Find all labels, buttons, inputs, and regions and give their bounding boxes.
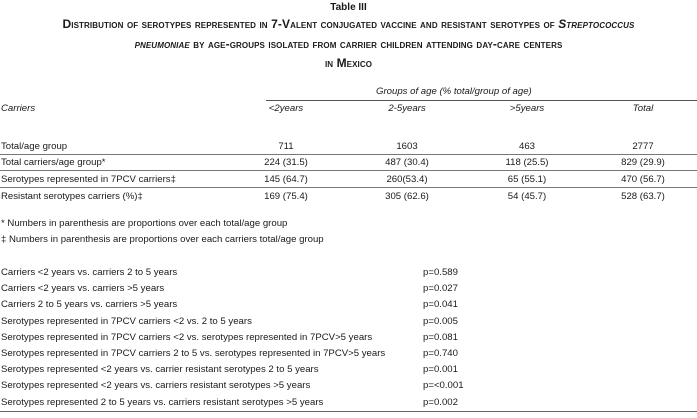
- table-cell: 1603: [396, 141, 418, 152]
- group-header: Groups of age (% total/group of age): [376, 86, 532, 97]
- title-text: Distribution of serotypes represented in 7-Valent conjugated vaccine and resistant serotypes of: [62, 17, 559, 31]
- row-rule: [0, 154, 697, 155]
- table-title-line-3: [0, 56, 697, 70]
- comparison-label: Serotypes represented in 7PCV carriers <2 vs. serotypes represented in 7PCV>5 years: [1, 331, 373, 343]
- comparison-label: Serotypes represented in 7PCV carriers 2 to 5 vs. serotypes represented in 7PCV>5 years: [1, 348, 386, 359]
- p-value: p=0.041: [423, 299, 458, 311]
- table-cell: 118 (25.5): [505, 157, 549, 168]
- p-value: p=0.027: [423, 283, 458, 295]
- p-value: p=0.589: [423, 267, 458, 278]
- title-species-name: pneumoniae: [134, 37, 190, 51]
- row-rule: [0, 187, 697, 188]
- table-cell: 829 (29.9): [621, 157, 665, 168]
- table-cell: 169 (75.4): [264, 191, 308, 202]
- p-value: p=0.005: [423, 315, 458, 327]
- row-label: Total/age group: [1, 141, 68, 152]
- footnote: * Numbers in parenthesis are proportions over each total/age group: [1, 218, 288, 229]
- bottom-rule: [0, 411, 697, 412]
- comparison-label: Serotypes represented 2 to 5 years vs. carriers resistant serotypes >5 years: [1, 396, 324, 408]
- table-cell: 260(53.4): [386, 174, 428, 185]
- title-text: by age-groups isolated from carrier children attending day-care centers: [189, 37, 563, 51]
- table-cell: 65 (55.1): [507, 174, 547, 185]
- title-text: in Mexico: [324, 56, 373, 70]
- table-cell: 711: [278, 141, 294, 152]
- table-cell: 463: [518, 141, 535, 152]
- comparison-label: Carriers <2 years vs. carriers 2 to 5 years: [1, 267, 178, 278]
- group-header-rule: [266, 100, 697, 101]
- footnote: ‡ Numbers in parenthesis are proportions over each carriers total/age group: [1, 234, 324, 245]
- table-cell: 224 (31.5): [264, 157, 308, 168]
- comparison-label: Carriers 2 to 5 years vs. carriers >5 years: [1, 299, 178, 311]
- column-header: >5years: [509, 103, 545, 114]
- comparison-label: Serotypes represented <2 years vs. carriers resistant serotypes >5 years: [1, 380, 311, 392]
- table-title-line-2: [0, 37, 697, 51]
- table-cell: 528 (63.7): [621, 191, 665, 202]
- row-label: Total carriers/age group*: [1, 157, 106, 168]
- table-cell: 470 (56.7): [621, 174, 665, 185]
- comparison-label: Serotypes represented in 7PCV carriers <2 vs. 2 to 5 years: [1, 315, 252, 327]
- comparison-label: Serotypes represented <2 years vs. carrier resistant serotypes 2 to 5 years: [1, 364, 319, 376]
- table-cell: 54 (45.7): [507, 191, 547, 202]
- column-header: Total: [632, 103, 654, 114]
- comparison-label: Carriers <2 years vs. carriers >5 years: [1, 283, 165, 295]
- p-value: p=0.081: [423, 331, 458, 343]
- column-header: 2-5years: [388, 103, 426, 114]
- table-cell: 2777: [632, 141, 654, 152]
- column-header: <2years: [268, 103, 304, 114]
- table-title-line-1: [0, 17, 697, 31]
- table-cell: 305 (62.6): [385, 191, 429, 202]
- table-label: Table III: [330, 2, 367, 13]
- p-value: p=0.740: [423, 348, 458, 359]
- row-header: Carriers: [1, 103, 36, 114]
- row-rule: [0, 170, 697, 171]
- table-cell: 145 (64.7): [264, 174, 308, 185]
- p-value: p=0.001: [423, 364, 458, 376]
- row-label: Serotypes represented in 7PCV carriers‡: [1, 174, 176, 185]
- p-value: p=<0.001: [423, 380, 464, 392]
- p-value: p=0.002: [423, 396, 458, 408]
- table-cell: 487 (30.4): [385, 157, 429, 168]
- title-species-genus: Streptococcus: [558, 17, 635, 31]
- row-label: Resistant serotypes carriers (%)‡: [1, 191, 143, 202]
